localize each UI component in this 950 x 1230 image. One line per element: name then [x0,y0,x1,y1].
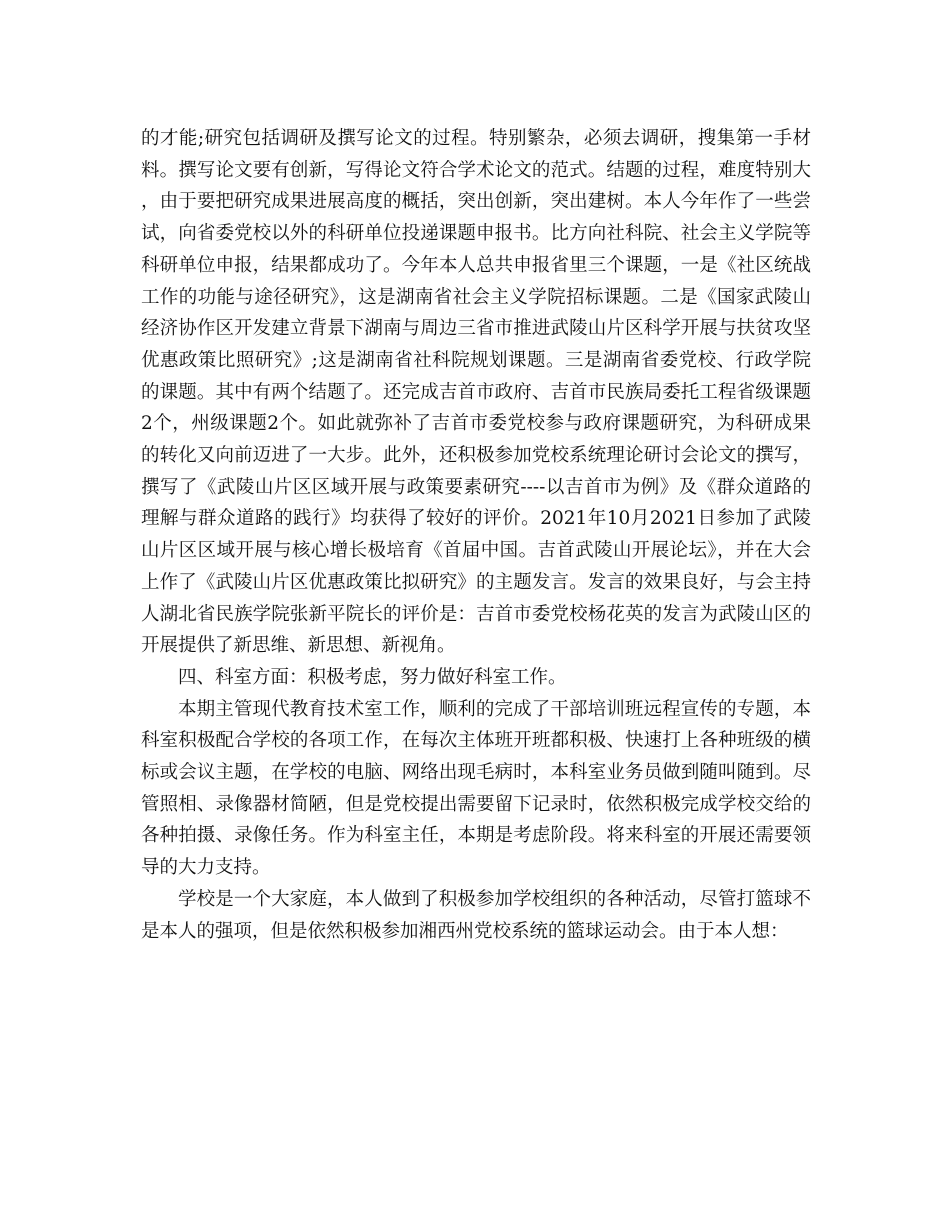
paragraph-research: 的才能;研究包括调研及撰写论文的过程。特别繁杂，必须去调研，搜集第一手材料。撰写论文要有创新，写得论文符合学术论文的范式。结题的过程，难度特别大，由于要把研究成果进展高度的概括，突出创新，突出建树。本人今年作了一些尝试，向省委党校以外的科研单位投递课题申报书。比方向社科院、社会主义学院等科研单位申报，结果都成功了。今年本人总共申报省里三个课题，一是《社区统战工作的功能与途径研究》，这是湖南省社会主义学院招标课题。二是《国家武陵山经济协作区开发建立背景下湖南与周边三省市推进武陵山片区科学开展与扶贫攻坚优惠政策比照研究》;这是湖南省社科院规划课题。三是湖南省委党校、行政学院的课题。其中有两个结题了。还完成吉首市政府、吉首市民族局委托工程省级课题2个，州级课题2个。如此就弥补了吉首市委党校参与政府课题研究，为科研成果的转化又向前迈进了一大步。此外，还积极参加党校系统理论研讨会论文的撰写，撰写了《武陵山片区区域开展与政策要素研究----以吉首市为例》及《群众道路的理解与群众道路的践行》均获得了较好的评价。2021年10月2021日参加了武陵山片区区域开展与核心增长极培育《首届中国。吉首武陵山开展论坛》，并在大会上作了《武陵山片区优惠政策比拟研究》的主题发言。发言的效果良好，与会主持人湖北省民族学院张新平院长的评价是：吉首市委党校杨花英的发言为武陵山区的开展提供了新思维、新思想、新视角。 [141,128,811,657]
document-page [141,123,811,947]
paragraph-department-work: 本期主管现代教育技术室工作，顺利的完成了干部培训班远程宣传的专题，本科室积极配合学校的各项工作，在每次主体班开班都积极、快速打上各种班级的横标或会议主题，在学校的电脑、网络出现毛病时，本科室业务员做到随叫随到。尽管照相、录像器材简陋，但是党校提出需要留下记录时，依然积极完成学校交给的各种拍摄、录像任务。作为科室主任，本期是考虑阶段。将来科室的开展还需要领导的大力支持。 [141,698,811,879]
paragraph-section-heading: 四、科室方面：积极考虑，努力做好科室工作。 [178,666,567,688]
paragraph-school-activities: 学校是一个大家庭，本人做到了积极参加学校组织的各种活动，尽管打篮球不是本人的强项，但是依然积极参加湘西州党校系统的篮球运动会。由于本人想： [141,888,811,942]
